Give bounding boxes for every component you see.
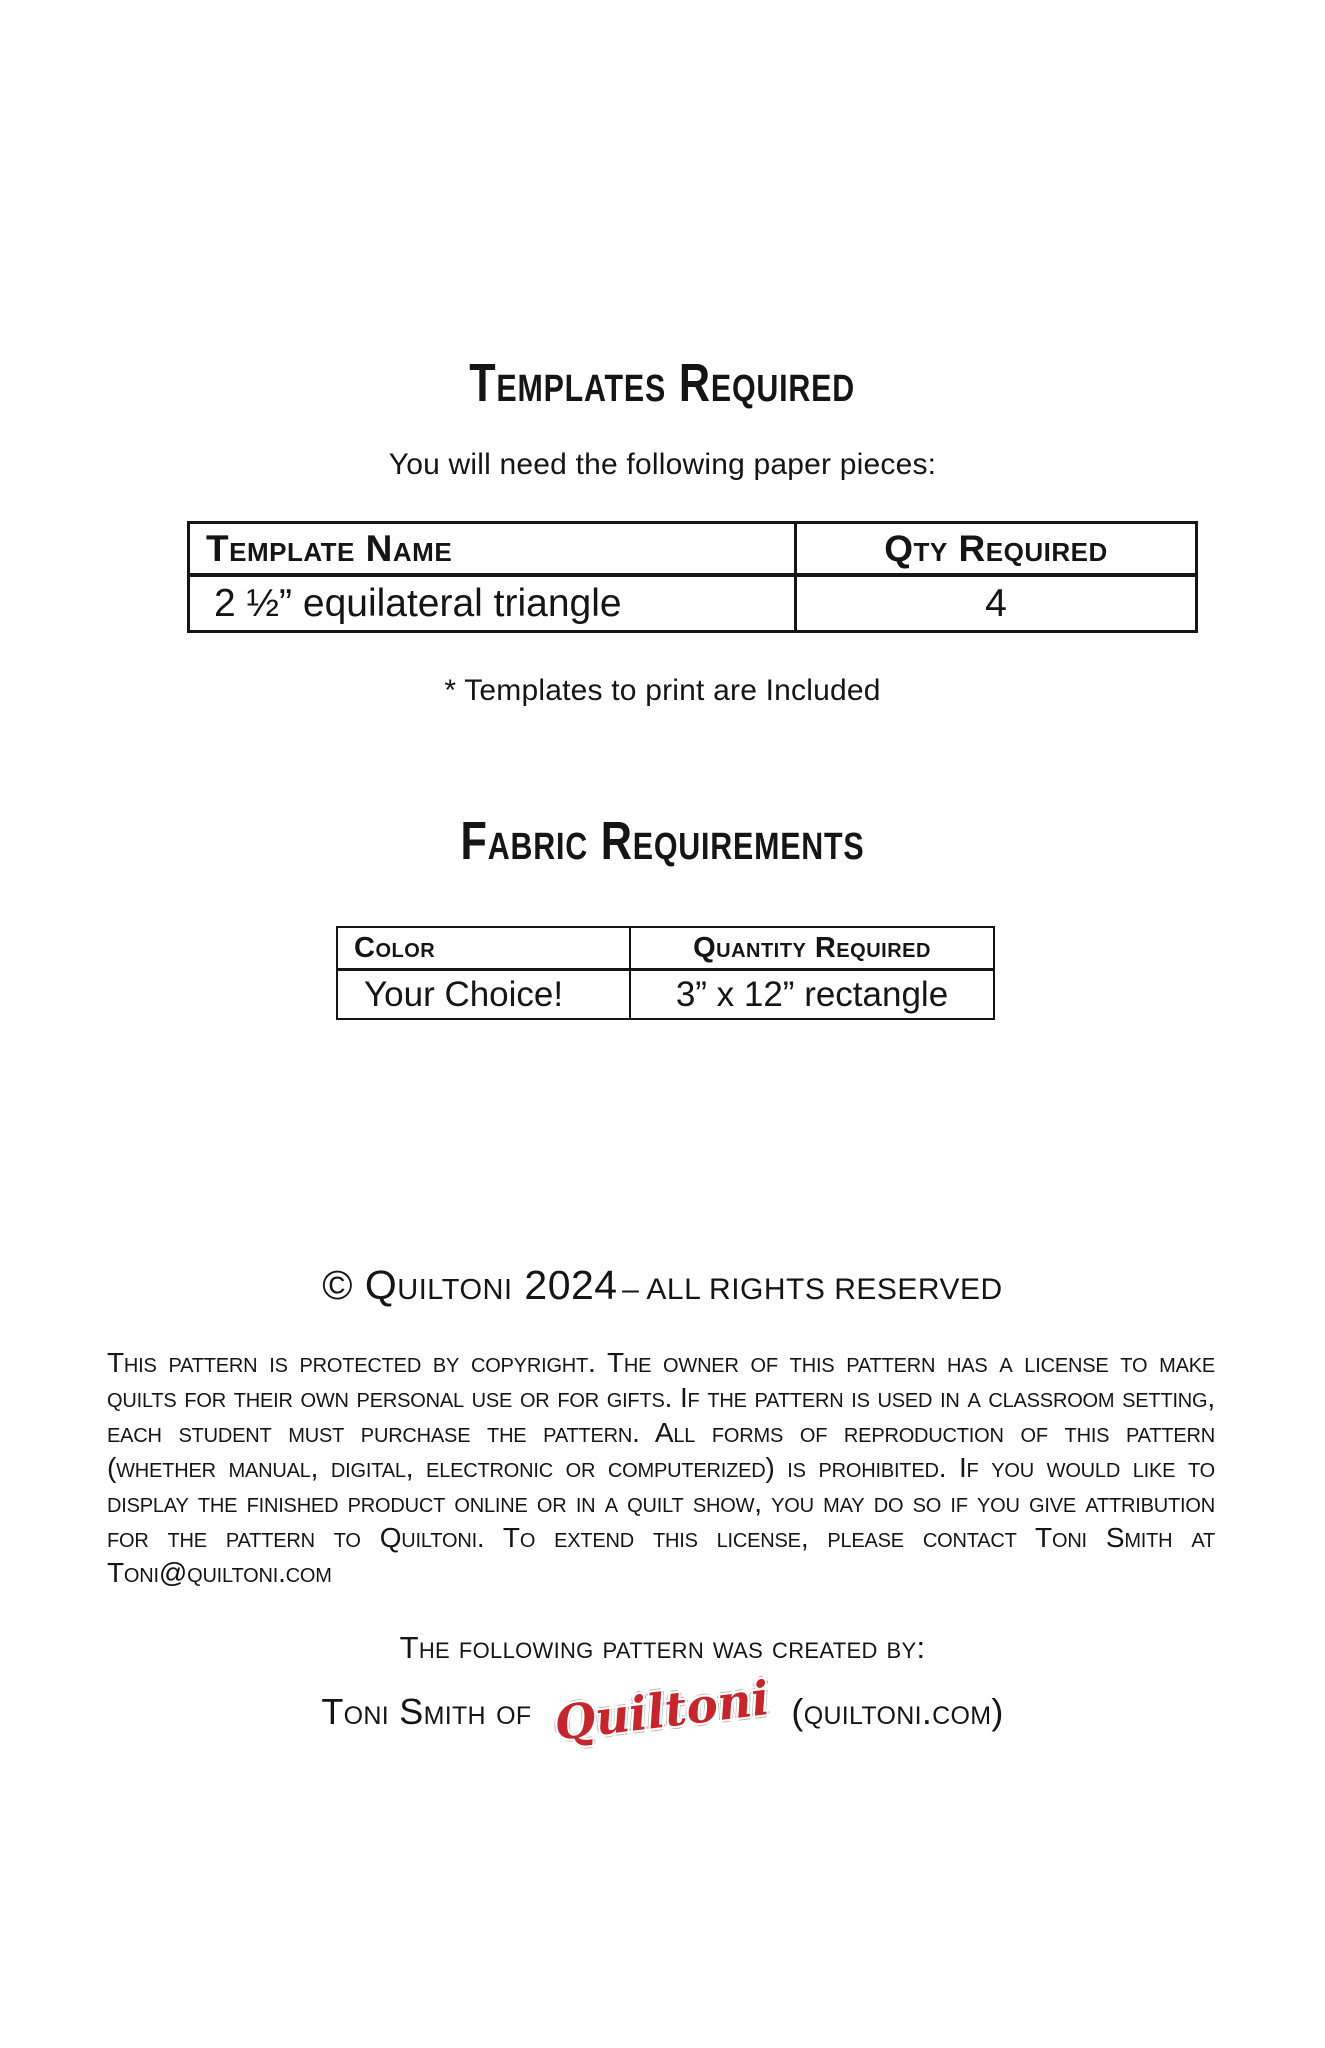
fabric-color-cell: Your Choice! (337, 970, 630, 1020)
fabric-section-title-text: Fabric Requirements (460, 811, 865, 871)
fabric-table-header-color: Color (337, 927, 630, 970)
fabric-table (336, 926, 995, 1020)
templates-section-title-text: Templates Required (469, 353, 856, 413)
fabric-table-header-qty: Quantity Required (630, 927, 994, 970)
templates-table-header-row (189, 523, 1197, 576)
templates-table-container (187, 521, 1198, 633)
templates-table-header-qty: Qty Required (796, 523, 1197, 576)
fabric-table-container (336, 926, 995, 1020)
byline-row (0, 1671, 1325, 1752)
fabric-qty-cell: 3” x 12” rectangle (630, 970, 994, 1020)
byline-prefix: Toni Smith of (321, 1690, 532, 1732)
copyright-line-main: © Quiltoni 2024 (322, 1262, 618, 1308)
fabric-table-row (337, 970, 994, 1020)
byline-suffix: (quiltoni.com) (791, 1690, 1004, 1732)
templates-table-row (189, 575, 1197, 632)
templates-section-title (0, 352, 1325, 414)
fabric-section-title (0, 810, 1325, 872)
copyright-line-rest: – ALL RIGHTS RESERVED (622, 1273, 1003, 1306)
templates-table (187, 521, 1198, 633)
templates-subtitle: You will need the following paper pieces: (388, 448, 937, 481)
templates-note: * Templates to print are Included (444, 674, 881, 707)
templates-table-header-name: Template Name (189, 523, 796, 576)
fabric-table-header-row (337, 927, 994, 970)
created-by-line: The following pattern was created by: (399, 1630, 926, 1665)
template-qty-cell: 4 (796, 575, 1197, 632)
template-name-cell: 2 ½” equilateral triangle (189, 575, 796, 632)
license-paragraph: This pattern is protected by copyright. The owner of this pattern has a license to make quilts for their own personal use or for gifts. If the pattern is used in a classroom setting, each student must purchase the pattern. All forms of reproduction of this pattern (whether manual, digital, electronic or computerized) is prohibited. If you would like to display the finished product online or in a quilt show, you may do so if you give attribution for the pattern to Quiltoni. To extend this license, please contact Toni Smith at Toni@quiltoni.com (107, 1347, 1215, 1588)
copyright-line (0, 1262, 1325, 1309)
quiltoni-logo: Quiltoni (550, 1671, 772, 1752)
